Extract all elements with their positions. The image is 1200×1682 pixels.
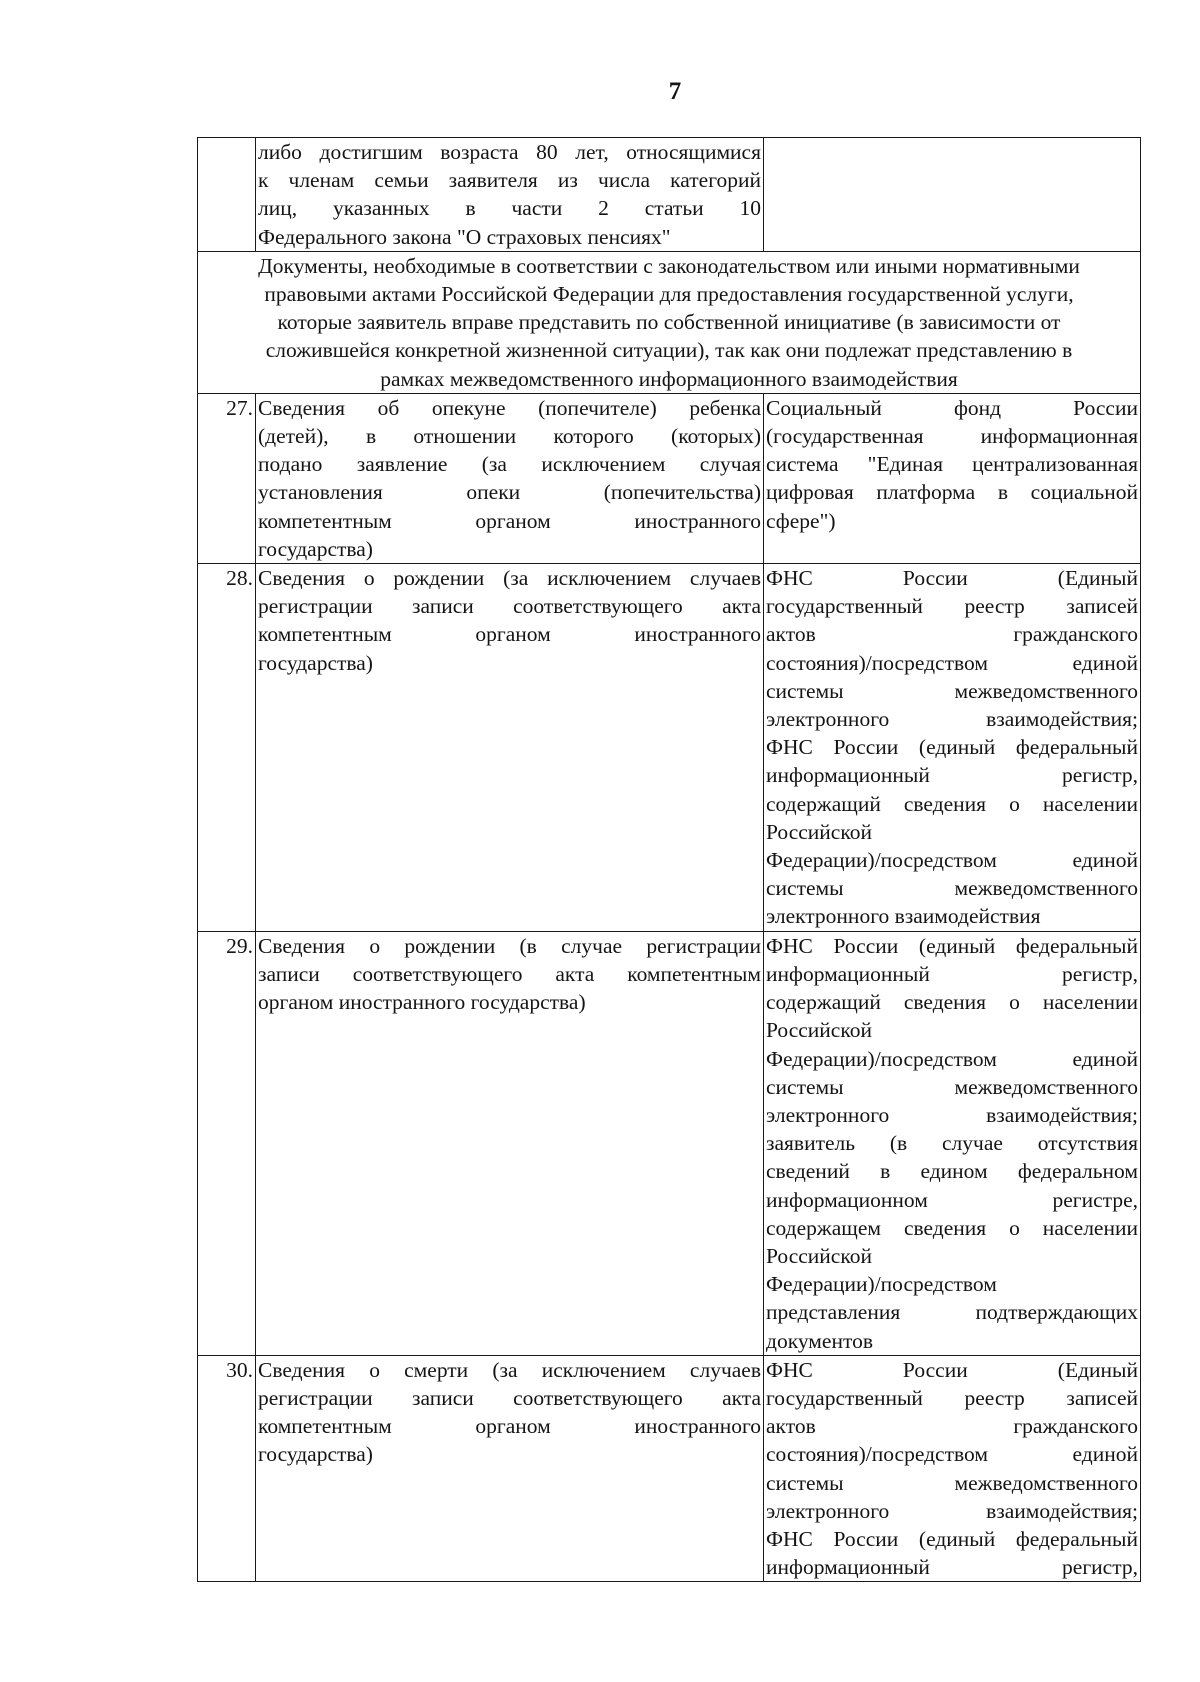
continuation-row <box>198 138 1141 252</box>
text-line: ФНС России (единый федеральный <box>766 1526 1138 1551</box>
document-name-cell <box>256 393 764 563</box>
text-line: представления подтверждающих <box>766 1300 1138 1325</box>
text-line: содержащий сведения о населении <box>766 990 1138 1015</box>
text-line: содержащем сведения о населении <box>766 1215 1138 1240</box>
text-line: информационный регистр, <box>766 1555 1138 1580</box>
text-line: Федерации)/посредством единой <box>766 848 1138 873</box>
document-name-cell <box>256 138 764 252</box>
text-line: электронного взаимодействия <box>766 904 1041 929</box>
section-header-line: Документы, необходимые в соответствии с законодательством или иными нормативными <box>258 253 1080 278</box>
text-line: ФНС России (Единый <box>766 1357 1138 1382</box>
row-number-cell <box>198 138 256 252</box>
text-line: система "Единая централизованная <box>766 452 1138 477</box>
text-line: ФНС России (Единый <box>766 566 1138 591</box>
text-line: Сведения о рождении (в случае регистрации <box>258 933 761 958</box>
text-line: компетентным органом иностранного <box>258 622 761 647</box>
document-name-cell <box>256 931 764 1355</box>
text-line: государственный реестр записей <box>766 594 1138 619</box>
text-line: (детей), в отношении которого (которых) <box>258 424 761 449</box>
section-header-row <box>198 251 1141 393</box>
text-line: системы межведомственного <box>766 678 1138 703</box>
section-header <box>198 251 1141 393</box>
table-row <box>198 1355 1141 1582</box>
services-documents-table <box>197 137 1141 1582</box>
text-line: Сведения об опекуне (попечителе) ребенка <box>258 395 761 420</box>
table-row <box>198 393 1141 563</box>
text-line: сведений в едином федеральном <box>766 1159 1138 1184</box>
text-line: к членам семьи заявителя из числа категорий <box>258 168 761 193</box>
text-line: электронного взаимодействия; <box>766 1102 1138 1127</box>
text-line: органом иностранного государства) <box>258 990 586 1015</box>
text-line: Сведения о смерти (за исключением случаев <box>258 1357 761 1382</box>
text-line: Сведения о рождении (за исключением случаев <box>258 566 761 591</box>
document-name-cell <box>256 564 764 932</box>
text-line: состояния)/посредством единой <box>766 650 1138 675</box>
text-line: (государственная информационная <box>766 424 1138 449</box>
text-line: регистрации записи соответствующего акта <box>258 1385 761 1410</box>
text-line: информационный регистр, <box>766 961 1138 986</box>
document-source-cell <box>764 564 1141 932</box>
text-line: Федерального закона "О страховых пенсиях" <box>258 224 671 249</box>
table-row <box>198 564 1141 932</box>
row-number: 28. <box>198 564 256 932</box>
text-line: государства) <box>258 1442 373 1467</box>
row-number: 29. <box>198 931 256 1355</box>
page-number: 7 <box>668 78 682 105</box>
text-line: Федерации)/посредством единой <box>766 1046 1138 1071</box>
row-number: 27. <box>198 393 256 563</box>
text-line: компетентным органом иностранного <box>258 1414 761 1439</box>
section-header-line: рамках межведомственного информационного взаимодействия <box>380 366 958 391</box>
text-line: сфере") <box>766 508 836 533</box>
text-line: ФНС России (единый федеральный <box>766 933 1138 958</box>
text-line: электронного взаимодействия; <box>766 707 1138 732</box>
text-line: государства) <box>258 650 373 675</box>
text-line: Федерации)/посредством <box>766 1272 997 1297</box>
document-name-cell <box>256 1355 764 1582</box>
text-line: системы межведомственного <box>766 876 1138 901</box>
text-line: лиц, указанных в части 2 статьи 10 <box>258 196 761 221</box>
text-line: компетентным органом иностранного <box>258 508 761 533</box>
row-number: 30. <box>198 1355 256 1582</box>
text-line: информационном регистре, <box>766 1187 1138 1212</box>
text-line: Российской <box>766 819 872 844</box>
text-line: либо достигшим возраста 80 лет, относящимися <box>258 140 761 164</box>
section-header-line: правовыми актами Российской Федерации для предоставления государственной услуги, <box>264 282 1074 307</box>
document-source-cell <box>764 1355 1141 1582</box>
text-line: ФНС России (единый федеральный <box>766 735 1138 760</box>
text-line: состояния)/посредством единой <box>766 1442 1138 1467</box>
text-line: заявитель (в случае отсутствия <box>766 1131 1138 1156</box>
text-line: цифровая платформа в социальной <box>766 480 1138 505</box>
text-line: системы межведомственного <box>766 1074 1138 1099</box>
text-line: системы межведомственного <box>766 1470 1138 1495</box>
text-line: актов гражданского <box>766 622 1138 647</box>
text-line: информационный регистр, <box>766 763 1138 788</box>
text-line: установления опеки (попечительства) <box>258 480 761 505</box>
text-line: Социальный фонд России <box>766 395 1138 420</box>
document-source-cell <box>764 138 1141 252</box>
text-line: документов <box>766 1328 873 1353</box>
text-line: записи соответствующего акта компетентным <box>258 961 761 986</box>
text-line: государственный реестр записей <box>766 1385 1138 1410</box>
section-header-line: которые заявитель вправе представить по собственной инициативе (в зависимости от <box>277 310 1061 335</box>
section-header-line: сложившейся конкретной жизненной ситуации), так как они подлежат представлению в <box>265 338 1073 363</box>
text-line: содержащий сведения о населении <box>766 791 1138 816</box>
text-line: подано заявление (за исключением случая <box>258 452 761 477</box>
text-line: государства) <box>258 536 373 561</box>
table-row <box>198 931 1141 1355</box>
text-line: электронного взаимодействия; <box>766 1498 1138 1523</box>
text-line: Российской <box>766 1243 872 1268</box>
text-line: Российской <box>766 1018 872 1043</box>
document-source-cell <box>764 393 1141 563</box>
text-line: регистрации записи соответствующего акта <box>258 594 761 619</box>
document-source-cell <box>764 931 1141 1355</box>
text-line: актов гражданского <box>766 1414 1138 1439</box>
